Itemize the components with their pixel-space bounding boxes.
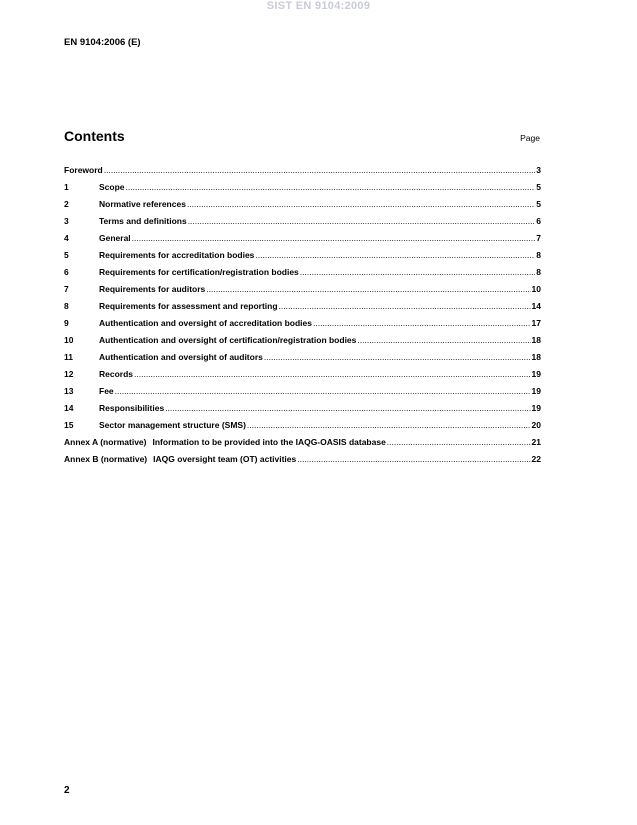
toc-entry-page: 21: [531, 437, 541, 447]
toc-entry-page: 17: [531, 318, 541, 328]
toc-entry-page: 8: [536, 267, 541, 277]
toc-entry-title: IAQG oversight team (OT) activities: [153, 454, 297, 464]
toc-entry-number: 6: [64, 267, 69, 277]
toc-entry-number: 3: [64, 216, 69, 226]
toc-entry-page: 18: [531, 335, 541, 345]
toc-entry-number: 2: [64, 199, 69, 209]
annex-prefix: Annex B (normative): [64, 454, 148, 464]
toc-entry-number: 12: [64, 369, 74, 379]
toc-entry-title: Terms and definitions: [99, 216, 187, 226]
annex-prefix: Annex A (normative): [64, 437, 147, 447]
toc-entry[interactable]: [64, 196, 541, 213]
toc-leader: [165, 400, 530, 417]
contents-heading: Contents: [64, 128, 125, 144]
toc-entry[interactable]: [64, 366, 541, 383]
toc-leader: [387, 434, 531, 451]
toc-entry-title: Normative references: [99, 199, 186, 209]
toc-entry[interactable]: [64, 383, 541, 400]
toc-leader: [264, 349, 531, 366]
toc-entry-number: 4: [64, 233, 69, 243]
toc-entry-title: Responsibilities: [99, 403, 165, 413]
toc-entry-title: Sector management structure (SMS): [99, 420, 246, 430]
toc-entry-page: 7: [536, 233, 541, 243]
toc-entry-page: 14: [531, 301, 541, 311]
toc-leader: [188, 213, 536, 230]
toc-entry-title: Authentication and oversight of accreditation bodies: [99, 318, 312, 328]
toc-entry[interactable]: [64, 298, 541, 315]
toc-entry-number: 11: [64, 352, 73, 362]
toc-entry-page: 6: [536, 216, 541, 226]
toc-entry-title: Information to be provided into the IAQG-OASIS database: [152, 437, 386, 447]
toc-leader: [104, 162, 536, 179]
toc-entry-number: 9: [64, 318, 69, 328]
toc-entry-title: General: [99, 233, 131, 243]
toc-entry-page: 18: [531, 352, 541, 362]
toc-entry-number: 13: [64, 386, 74, 396]
toc-entry-number: 10: [64, 335, 74, 345]
document-id: EN 9104:2006 (E): [64, 37, 141, 48]
toc-entry-title: Authentication and oversight of certification/registration bodies: [99, 335, 357, 345]
toc-entry[interactable]: [64, 417, 541, 434]
toc-annex-entry[interactable]: [64, 434, 541, 451]
toc-entry[interactable]: [64, 349, 541, 366]
toc-entry-number: 8: [64, 301, 69, 311]
toc-leader: [126, 179, 536, 196]
watermark: SIST EN 9104:2009: [266, 0, 371, 12]
toc-entry-page: 19: [531, 369, 541, 379]
toc-entry-number: 7: [64, 284, 69, 294]
toc-entry-page: 5: [536, 199, 541, 209]
toc-leader: [255, 247, 535, 264]
toc-entry-number: 5: [64, 250, 69, 260]
toc-entry-page: 5: [536, 182, 541, 192]
toc-entry[interactable]: [64, 264, 541, 281]
toc-entry-title: Requirements for certification/registration bodies: [99, 267, 299, 277]
toc-leader: [115, 383, 531, 400]
page-column-label: Page: [520, 133, 540, 143]
toc-leader: [247, 417, 531, 434]
toc-leader: [300, 264, 535, 281]
toc-entry[interactable]: [64, 281, 541, 298]
toc-entry[interactable]: [64, 230, 541, 247]
toc-entry-title: Scope: [99, 182, 125, 192]
toc-entry[interactable]: [64, 247, 541, 264]
toc-entry-page: 10: [531, 284, 541, 294]
toc-leader: [206, 281, 530, 298]
toc-entry[interactable]: [64, 400, 541, 417]
toc-entry[interactable]: [64, 213, 541, 230]
toc-entry-title: Requirements for auditors: [99, 284, 206, 294]
toc-entry-page: 8: [536, 250, 541, 260]
toc-entry-title: Foreword: [64, 165, 103, 175]
toc-entry-title: Requirements for assessment and reporting: [99, 301, 278, 311]
toc-entry[interactable]: [64, 179, 541, 196]
toc-entry-page: 19: [531, 403, 541, 413]
toc-entry-title: Fee: [99, 386, 114, 396]
toc-entry-page: 22: [531, 454, 541, 464]
table-of-contents: [64, 162, 541, 468]
toc-leader: [357, 332, 530, 349]
page-number: 2: [64, 785, 70, 796]
toc-entry-number: 14: [64, 403, 74, 413]
toc-entry-page: 3: [536, 165, 541, 175]
toc-entry[interactable]: [64, 315, 541, 332]
toc-leader: [297, 451, 530, 468]
toc-entry-page: 20: [531, 420, 541, 430]
toc-leader: [187, 196, 535, 213]
toc-entry[interactable]: [64, 332, 541, 349]
toc-entry-foreword[interactable]: [64, 162, 541, 179]
toc-annex-entry[interactable]: [64, 451, 541, 468]
toc-entry-number: 1: [64, 182, 69, 192]
toc-entry-number: 15: [64, 420, 74, 430]
toc-leader: [313, 315, 531, 332]
toc-leader: [132, 230, 536, 247]
toc-leader: [134, 366, 531, 383]
toc-leader: [279, 298, 531, 315]
toc-entry-title: Authentication and oversight of auditors: [99, 352, 263, 362]
toc-entry-page: 19: [531, 386, 541, 396]
toc-entry-title: Records: [99, 369, 134, 379]
toc-entry-title: Requirements for accreditation bodies: [99, 250, 255, 260]
